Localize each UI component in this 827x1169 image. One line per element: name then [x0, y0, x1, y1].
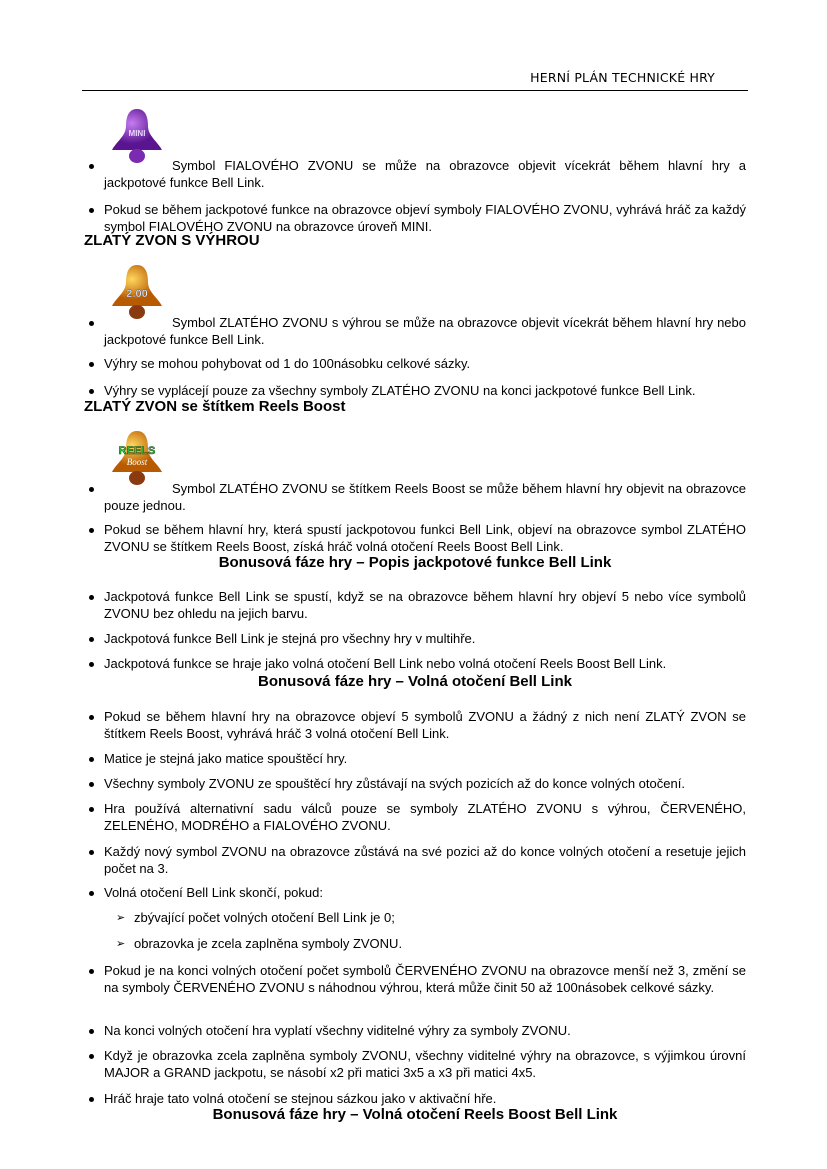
section-heading: Bonusová fáze hry – Volná otočení Reels Boost Bell Link — [212, 1106, 618, 1123]
bullet-item: Každý nový symbol ZVONU na obrazovce zůstává na své pozici až do konce volných otočení a resetuje jejich počet na 3. — [104, 844, 746, 876]
bell-label: MINI — [128, 129, 146, 138]
bullet-item: Pokud se během jackpotové funkce na obrazovce objeví symboly FIALOVÉHO ZVONU, vyhrává hráč za každý symbol FIALOVÉHO ZVONU na obrazovce úroveň MINI. — [104, 202, 746, 234]
bullet-item: Na konci volných otočení hra vyplatí všechny viditelné výhry za symboly ZVONU. — [104, 1022, 746, 1039]
sub-bullet-item: ➢ obrazovka je zcela zaplněna symboly ZVONU. — [134, 935, 402, 952]
bullet-item: Když je obrazovka zcela zaplněna symboly ZVONU, všechny viditelné výhry na obrazovce, s výjimkou úrovní MAJOR a GRAND jackpotu, se násobí x2 při matici 3x5 a x3 při matici 4x5. — [104, 1048, 746, 1080]
section-heading: Bonusová fáze hry – Popis jackpotové funkce Bell Link — [218, 554, 612, 571]
bullet-item: Jackpotová funkce se hraje jako volná otočení Bell Link nebo volná otočení Reels Boost Bell Link. — [104, 655, 746, 672]
bullet-item: Výhry se mohou pohybovat od 1 do 100násobku celkové sázky. — [104, 355, 746, 372]
bullet-item: Jackpotová funkce Bell Link se spustí, když se na obrazovce během hlavní hry objeví 5 nebo více symbolů ZVONU bez ohledu na jejich barvu. — [104, 589, 746, 621]
bullet-item: Volná otočení Bell Link skončí, pokud: — [104, 884, 746, 901]
bullet-item: Symbol FIALOVÉHO ZVONU se může na obrazovce objevit vícekrát během hlavní hry a jackpotové funkce Bell Link. — [104, 158, 746, 190]
section-heading: ZLATÝ ZVON S VÝHROU — [84, 232, 260, 249]
bell-label: 2.00 — [126, 288, 148, 300]
bullet-item: Hra používá alternativní sadu válců pouze se symboly ZLATÉHO ZVONU s výhrou, ČERVENÉHO, ZELENÉHO, MODRÉHO a FIALOVÉHO ZVONU. — [104, 801, 746, 833]
bullet-item: Jackpotová funkce Bell Link je stejná pro všechny hry v multihře. — [104, 630, 746, 647]
bullet-item: Pokud je na konci volných otočení počet symbolů ČERVENÉHO ZVONU na obrazovce menší než 3, změní se na symboly ČERVENÉHO ZVONU s náhodnou výhrou, která může činit 50 až 100násobek celkové sázky. — [104, 963, 746, 995]
header-rule — [82, 90, 748, 91]
section-heading: Bonusová fáze hry – Volná otočení Bell Link — [258, 673, 572, 690]
bullet-item: Všechny symboly ZVONU ze spouštěcí hry zůstávají na svých pozicích až do konce volných otočení. — [104, 775, 746, 792]
section-heading: ZLATÝ ZVON se štítkem Reels Boost — [84, 398, 346, 415]
bullet-item: Matice je stejná jako matice spouštěcí hry. — [104, 750, 746, 767]
sub-bullet-item: ➢ zbývající počet volných otočení Bell Link je 0; — [134, 909, 395, 926]
bullet-item: Pokud se během hlavní hry na obrazovce objeví 5 symbolů ZVONU a žádný z nich není ZLATÝ ZVON se štítkem Reels Boost, vyhrává hráč 3 volná otočení Bell Link. — [104, 709, 746, 741]
page-header: HERNÍ PLÁN TECHNICKÉ HRY — [530, 70, 715, 85]
bell-label: REELS — [118, 445, 156, 457]
bullet-item: Symbol ZLATÉHO ZVONU s výhrou se může na obrazovce objevit vícekrát během hlavní hry nebo jackpotové funkce Bell Link. — [104, 315, 746, 347]
bullet-item: Symbol ZLATÉHO ZVONU se štítkem Reels Boost se může během hlavní hry objevit na obrazovce pouze jednou. — [104, 481, 746, 513]
bullet-item: Výhry se vyplácejí pouze za všechny symboly ZLATÉHO ZVONU na konci jackpotové funkce Bell Link. — [104, 382, 746, 399]
bullet-item: Hráč hraje tato volná otočení se stejnou sázkou jako v aktivační hře. — [104, 1090, 746, 1107]
bell-label: Boost — [126, 457, 148, 467]
bullet-item: Pokud se během hlavní hry, která spustí jackpotovou funkci Bell Link, objeví na obrazovce symbol ZLATÉHO ZVONU se štítkem Reels Boost, získá hráč volná otočení Reels Boost Bell Link. — [104, 522, 746, 554]
